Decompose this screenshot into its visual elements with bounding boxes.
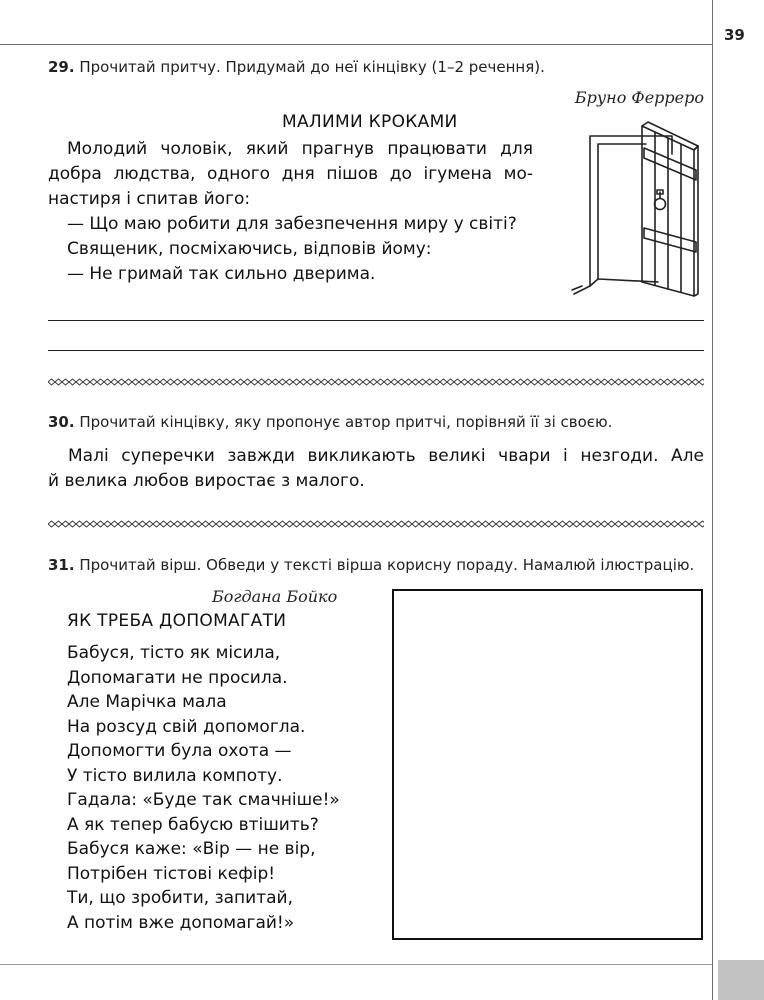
parable-line: — Що маю робити для забезпечення миру у світі? [67, 214, 517, 234]
poem-line: А як тепер бабусю втішить? [67, 814, 319, 835]
door-icon [568, 114, 700, 298]
answer-line[interactable] [48, 350, 704, 351]
poem-line: У тісто вилила компоту. [67, 765, 283, 786]
parable-line: Священик, посміхаючись, відповів йому: [67, 239, 432, 259]
section-divider [48, 520, 704, 528]
task-30-ending [48, 444, 704, 494]
ending-line: й велика любов виростає з малого. [48, 471, 365, 491]
section-divider [48, 378, 704, 386]
task-29-parable [48, 137, 533, 287]
poem-line: На розсуд свій допомогла. [67, 716, 306, 737]
poem-line: Ти, що зробити, запитай, [67, 888, 293, 908]
task-29-instruction [48, 58, 545, 76]
ending-line: Малі суперечки завжди викликають великі чвари і незгоди. Але [68, 446, 704, 466]
answer-line[interactable] [48, 320, 704, 321]
margin-rule [712, 0, 713, 1000]
task-31-poem [67, 641, 367, 935]
task-31-title: ЯК ТРЕБА ДОПОМАГАТИ [67, 611, 287, 631]
poem-line: А потім вже допомагай!» [67, 912, 295, 933]
task-31-author: Богдана Бойко [212, 587, 338, 606]
poem-line: Бабуся каже: «Вір — не вір, [67, 839, 316, 859]
parable-line: добра людства, одного дня пішов до ігумена мо- [48, 164, 533, 184]
page-number: 39 [724, 26, 745, 44]
task-30-number: 30. [48, 413, 75, 431]
task-31-number: 31. [48, 556, 75, 574]
parable-line: настиря і спитав його: [48, 189, 251, 209]
header-rule [0, 44, 712, 45]
task-31-text: Прочитай вірш. Обведи у тексті вірша корисну пораду. Намалюй ілюстрацію. [79, 556, 695, 574]
poem-line: Допомогти була охота — [67, 741, 292, 761]
task-29-title: МАЛИМИ КРОКАМИ [282, 112, 458, 132]
corner-tab [718, 960, 764, 1000]
poem-line: Але Марічка мала [67, 692, 227, 712]
task-29-text: Прочитай притчу. Придумай до неї кінцівку (1–2 речення). [79, 58, 545, 76]
poem-line: Бабуся, тісто як місила, [67, 643, 281, 663]
poem-line: Гадала: «Буде так смачніше!» [67, 790, 340, 810]
poem-line: Допомагати не просила. [67, 667, 288, 688]
task-29-number: 29. [48, 58, 75, 76]
task-30-instruction [48, 413, 612, 431]
parable-line: — Не гримай так сильно дверима. [67, 264, 376, 284]
task-31-instruction [48, 556, 694, 574]
poem-line: Потрібен тістові кефір! [67, 863, 276, 884]
task-29-author: Бруно Ферреро [574, 88, 704, 107]
parable-line: Молодий чоловік, який прагнув працювати для [67, 139, 533, 159]
task-30-text: Прочитай кінцівку, яку пропонує автор притчі, порівняй її зі своєю. [79, 413, 613, 431]
footer-rule [0, 964, 712, 965]
illustration-box[interactable] [392, 589, 703, 940]
